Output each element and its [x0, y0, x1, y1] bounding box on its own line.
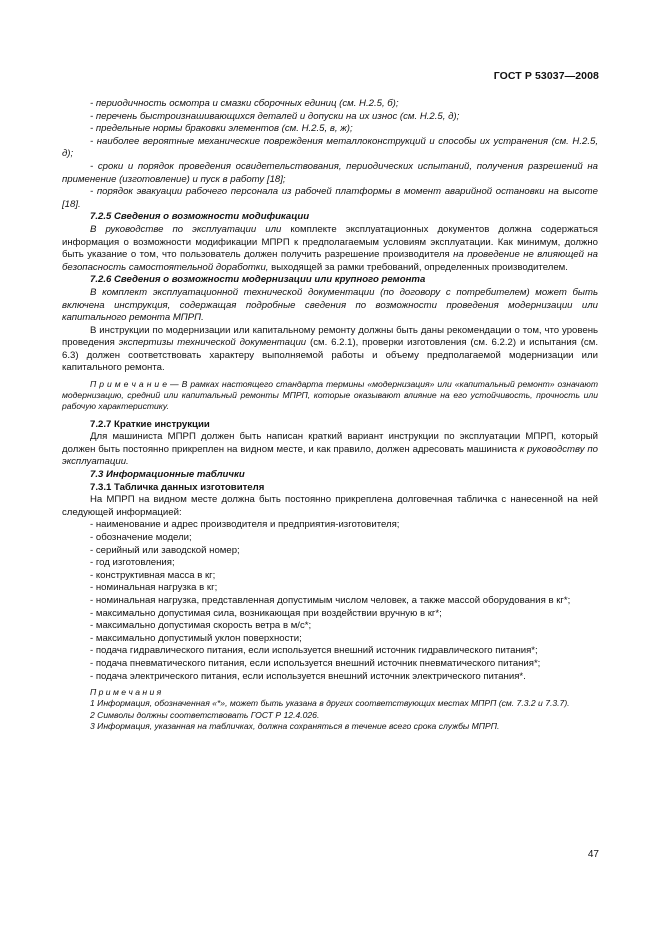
list-item: - номинальная нагрузка, представленная допустимым числом человек, а также массой оборудования в кг*;: [90, 594, 571, 606]
text-italic: В руководстве по эксплуатации или: [90, 223, 282, 235]
list-item: - обозначение модели;: [90, 532, 192, 544]
list-item: - максимально допустимый уклон поверхности;: [90, 632, 302, 644]
section-heading-7-2-6: 7.2.6 Сведения о возможности модернизации или крупного ремонта: [90, 274, 426, 286]
text-italic: на проведение не влияющей на безопасность самостоятельной доработки,: [62, 249, 598, 273]
list-item: - номинальная нагрузка в кг;: [90, 582, 218, 594]
list-item: - год изготовления;: [90, 557, 175, 569]
list-item: - подача электрического питания, если используется внешний источник электрического питания*.: [90, 670, 526, 682]
list-item: - сроки и порядок проведения освидетельствования, периодических испытаний, получения разрешений на применение (изготовление) и пуск в работу [18];: [62, 160, 598, 185]
document-body: [62, 98, 598, 732]
note-item: 3 Информация, указанная на табличках, должна сохраняться в течение всего срока службы МПРП.: [90, 720, 500, 731]
page-number: 47: [587, 849, 599, 860]
paragraph: [62, 224, 598, 274]
text: Для машиниста МПРП должен быть написан краткий вариант инструкции по эксплуатации МПРП, который должен быть постоянно прикреплен на видном месте, и как правило, должен адресовать машиниста: [62, 431, 598, 455]
list-item: - перечень быстроизнашивающихся деталей и допуски на их износ (см. Н.2.5, д);: [90, 110, 460, 122]
section-heading-7-2-7: 7.2.7 Краткие инструкции: [90, 418, 210, 430]
list-item: - периодичность осмотра и смазки сборочных единиц (см. Н.2.5, б);: [90, 98, 399, 109]
paragraph: На МПРП на видном месте должна быть постоянно прикреплена долговечная табличка с нанесенной на ней следующей информацией:: [62, 494, 598, 518]
section-heading-7-2-5: 7.2.5 Сведения о возможности модификации: [90, 211, 310, 223]
note: [62, 379, 598, 413]
list-item: - порядок эвакуации рабочего персонала из рабочей платформы в момент аварийной остановки на высоте [18].: [62, 186, 598, 210]
text-italic: к руководству по эксплуатации.: [62, 443, 598, 468]
section-heading-7-3-1: 7.3.1 Табличка данных изготовителя: [90, 481, 265, 493]
paragraph: [62, 431, 598, 469]
text: выходящей за рамки требований, определенных производителем.: [268, 261, 568, 273]
notes-label: П р и м е ч а н и я: [90, 687, 162, 698]
list-item: - конструктивная масса в кг;: [90, 569, 216, 581]
text: В инструкции по модернизации или капитальному ремонту должны быть даны рекомендации о том, что уровень проведения: [62, 324, 598, 349]
list-item: - максимально допустимая сила, возникающая при воздействии вручную в кг*;: [90, 607, 442, 619]
list-item: - подача гидравлического питания, если используется внешний источник гидравлического питания*;: [90, 645, 538, 657]
paragraph: В комплект эксплуатационной технической документации (по договору с потребителем) может быть включена инструкция, содержащая подробные сведения по возможности проведения модернизации или капитального ремонта МПРП.: [62, 286, 598, 324]
text: (см. 6.2.1), проверки изготовления (см. 6.2.2) и испытания (см. 6.3) должен соответствовать характеру выполняемой работы и объему предполагаемой модернизации или капитального ремонта.: [62, 337, 598, 374]
list-item: - предельные нормы браковки элементов (см. Н.2.5, в, ж);: [90, 123, 353, 135]
list-item: - максимально допустимая скорость ветра в м/с*;: [90, 620, 312, 632]
paragraph: [62, 325, 598, 375]
list-item: - серийный или заводской номер;: [90, 544, 240, 556]
list-item: - подача пневматического питания, если используется внешний источник пневматического питания*;: [90, 657, 541, 669]
section-heading-7-3: 7.3 Информационные таблички: [90, 469, 245, 481]
list-item: - наиболее вероятные механические повреждения металлоконструкций и способы их устранения (см. Н.2.5, д);: [62, 135, 598, 160]
note-text: — В рамках настоящего стандарта термины «модернизация» или «капитальный ремонт» означают модернизацию, средний или капитальный ремонты МПРП, которые оказывают влияние на его устойчивость, прочность или рабочую характеристику.: [62, 379, 598, 412]
text: комплекте эксплуатационных документов должна содержаться информация о возможности модификации МПРП к предполагаемым условиям эксплуатации. Как минимум, должно быть указание о том, что пользователь должен получить разрешение производителя: [62, 223, 598, 261]
note-item: 2 Символы должны соответствовать ГОСТ Р 12.4.026.: [90, 709, 320, 720]
note-item: 1 Информация, обозначенная «*», может быть указана в других соответствующих местах МПРП (см. 7.3.2 и 7.3.7).: [90, 698, 570, 709]
list-item: - наименование и адрес производителя и предприятия-изготовителя;: [90, 519, 400, 531]
text-italic: экспертизы технической документации: [118, 337, 307, 349]
document-id: ГОСТ Р 53037—2008: [493, 70, 599, 82]
note-label: П р и м е ч а н и е: [90, 379, 167, 390]
